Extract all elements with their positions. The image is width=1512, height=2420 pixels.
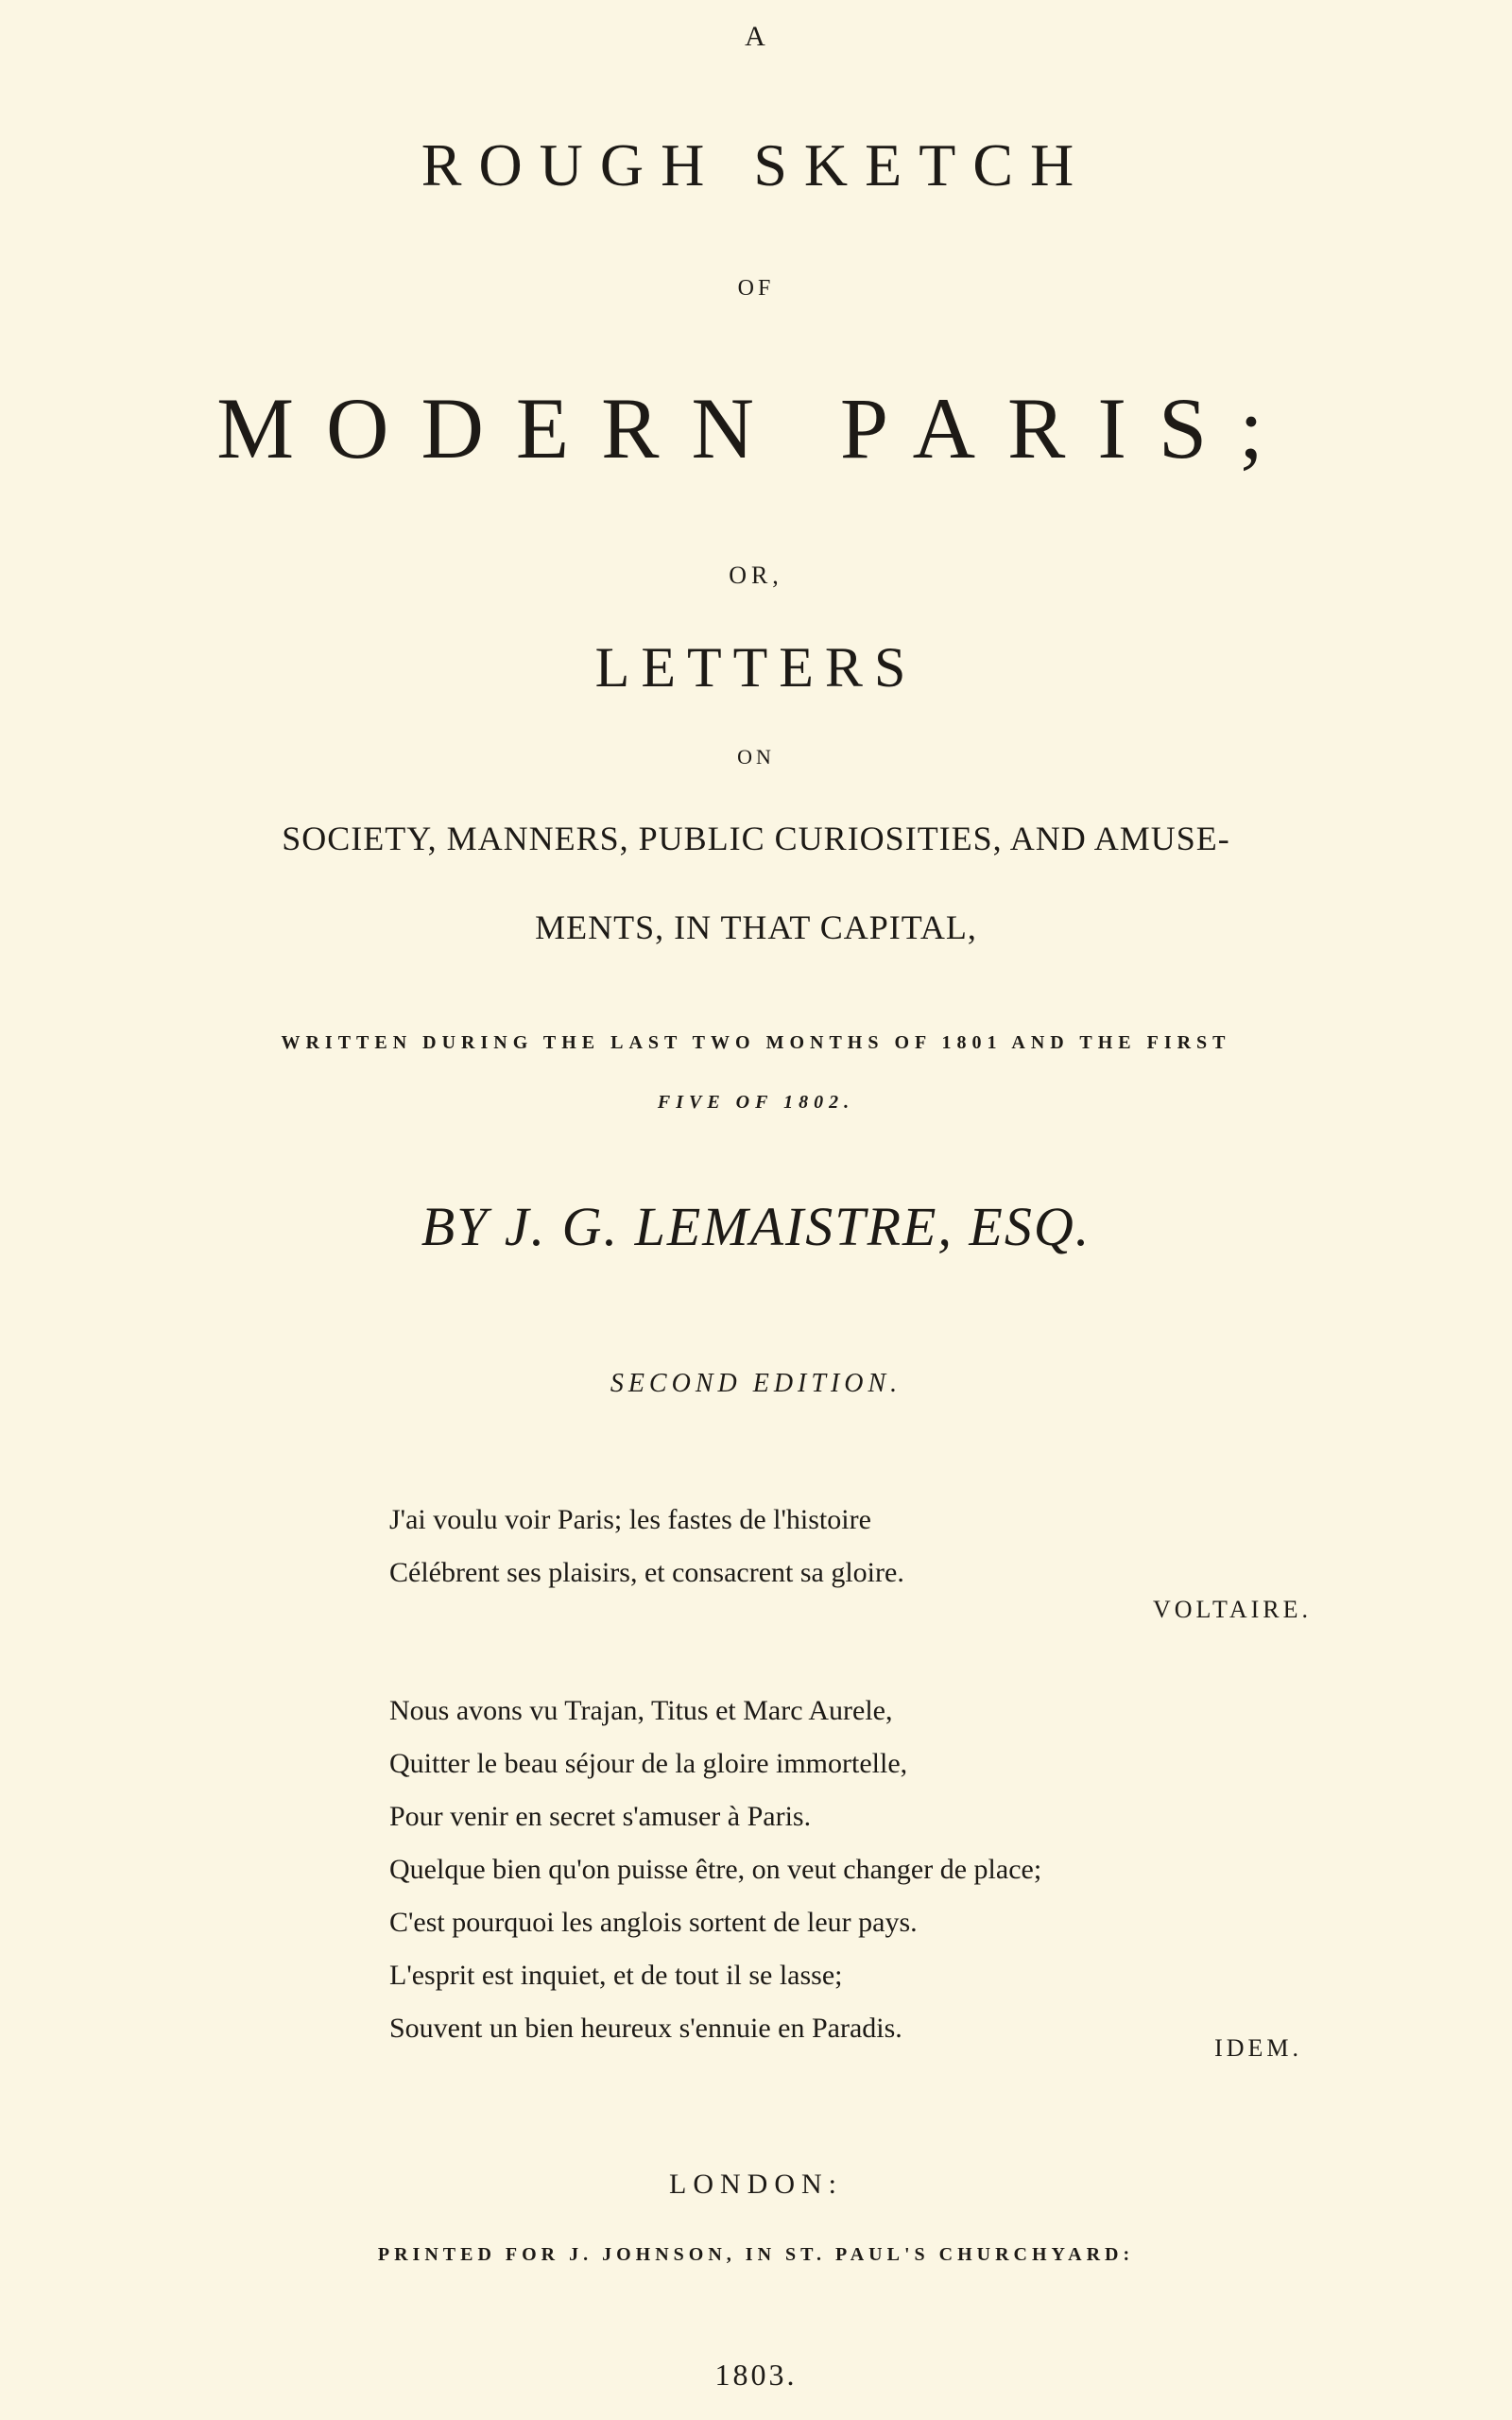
article-a: A — [745, 21, 767, 52]
imprint-city: LONDON: — [669, 2169, 843, 2200]
title-on: ON — [737, 745, 775, 769]
epigraph-line: Célébrent ses plaisirs, et consacrent sa gloire. — [389, 1557, 904, 1588]
epigraph-line: Quitter le beau séjour de la gloire immortelle, — [389, 1748, 908, 1779]
epigraph-attribution-voltaire: VOLTAIRE. — [1152, 1596, 1312, 1623]
author-line: BY J. G. LEMAISTRE, ESQ. — [421, 1196, 1091, 1257]
title-modern-paris: MODERN PARIS; — [216, 380, 1296, 476]
epigraph-attribution-idem: IDEM. — [1214, 2034, 1302, 2062]
subject-line-1: SOCIETY, MANNERS, PUBLIC CURIOSITIES, AND AMUSE- — [282, 820, 1230, 857]
epigraph-line: L'esprit est inquiet, et de tout il se lasse; — [389, 1960, 843, 1991]
title-or: OR, — [729, 562, 783, 589]
title-letters: LETTERS — [594, 636, 918, 699]
imprint-printer: PRINTED FOR J. JOHNSON, IN ST. PAUL'S CHURCHYARD: — [377, 2244, 1135, 2265]
epigraph-line: Quelque bien qu'on puisse être, on veut changer de place; — [389, 1854, 1042, 1885]
edition-line: SECOND EDITION. — [610, 1369, 902, 1398]
title-rough-sketch: ROUGH SKETCH — [421, 131, 1091, 199]
epigraph-line: Nous avons vu Trajan, Titus et Marc Aurele, — [389, 1695, 893, 1726]
epigraph-line: J'ai voulu voir Paris; les fastes de l'histoire — [389, 1504, 871, 1535]
written-line-2: FIVE OF 1802. — [657, 1092, 855, 1113]
epigraph-voltaire — [389, 1494, 904, 1599]
epigraph-line: Souvent un bien heureux s'ennuie en Paradis. — [389, 2013, 902, 2044]
epigraph-line: Pour venir en secret s'amuser à Paris. — [389, 1801, 812, 1832]
epigraph-idem — [389, 1685, 1041, 2055]
epigraph-line: C'est pourquoi les anglois sortent de leur pays. — [389, 1907, 918, 1938]
imprint-year: 1803. — [714, 2358, 798, 2392]
written-line-1: WRITTEN DURING THE LAST TWO MONTHS OF 1801 AND THE FIRST — [281, 1032, 1231, 1053]
title-of: OF — [737, 276, 775, 301]
subject-line-2: MENTS, IN THAT CAPITAL, — [535, 908, 977, 946]
